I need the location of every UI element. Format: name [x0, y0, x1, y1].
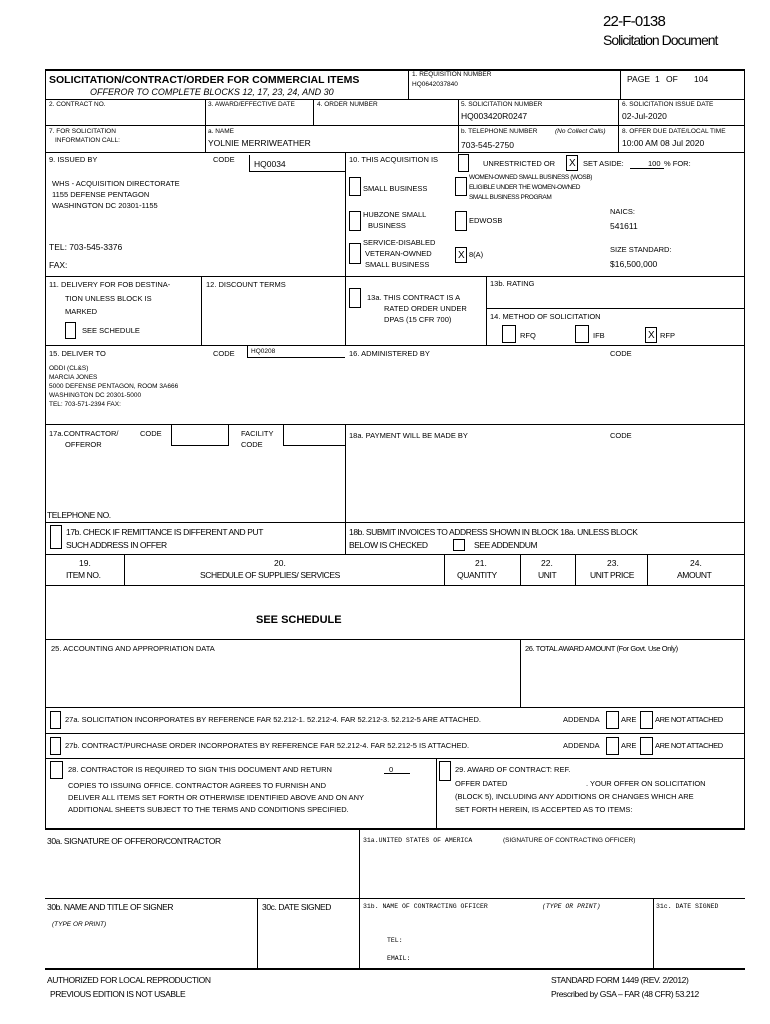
- footer-left-1: AUTHORIZED FOR LOCAL REPRODUCTION: [47, 975, 211, 985]
- contact-phone-value: 703-545-2750: [461, 140, 514, 150]
- 30b-note: (TYPE OR PRINT): [52, 921, 107, 928]
- deliver-to-address-5: TEL: 703-571-2394 FAX:: [49, 401, 121, 408]
- unrestricted-label: UNRESTRICTED OR: [483, 159, 556, 168]
- accounting-label: 25. ACCOUNTING AND APPROPRIATION DATA: [51, 644, 215, 653]
- sdvosb-checkbox[interactable]: [349, 243, 361, 264]
- deliver-to-address-3: 5000 DEFENSE PENTAGON, ROOM 3A666: [49, 383, 179, 390]
- dpas-checkbox[interactable]: [349, 288, 361, 308]
- 28-label-4: ADDITIONAL SHEETS SUBJECT TO THE TERMS AND CONDITIONS SPECIFIED.: [68, 805, 349, 814]
- issued-by-label: 9. ISSUED BY: [49, 155, 98, 164]
- hubzone-label-2: BUSINESS: [368, 221, 406, 230]
- acquisition-label: 10. THIS ACQUISITION IS: [349, 155, 439, 164]
- 31a-label: 31a.UNITED STATES OF AMERICA: [363, 837, 473, 844]
- facility-label-2: CODE: [241, 440, 263, 449]
- deliver-to-label: 15. DELIVER TO: [49, 349, 106, 358]
- col-unit: UNIT: [538, 570, 557, 580]
- page-of: OF: [666, 74, 678, 84]
- col-24-num: 24.: [690, 558, 702, 568]
- 27a-are-label: ARE: [621, 715, 637, 724]
- footer-left-2: PREVIOUS EDITION IS NOT USABLE: [50, 989, 186, 999]
- solicitation-method-label: 14. METHOD OF SOLICITATION: [490, 312, 601, 321]
- size-standard-value: $16,500,000: [610, 259, 658, 269]
- contact-name-value: YOLNIE MERRIWEATHER: [208, 138, 311, 148]
- requisition-label: 1. REQUISITION NUMBER: [412, 71, 492, 78]
- sdvosb-label-2: VETERAN-OWNED: [365, 249, 432, 258]
- eight-a-check-mark: X: [458, 250, 465, 261]
- contract-no-label: 2. CONTRACT NO.: [49, 101, 106, 108]
- wosb-checkbox[interactable]: [455, 177, 467, 196]
- 27a-are-not-checkbox[interactable]: [640, 711, 653, 729]
- col-21-num: 21.: [475, 558, 487, 568]
- rfp-checkbox[interactable]: [645, 327, 657, 343]
- total-award-label: 26. TOTAL AWARD AMOUNT (For Govt. Use Only): [525, 644, 678, 653]
- 29-label-1: 29. AWARD OF CONTRACT: REF.: [455, 765, 571, 774]
- 27a-checkbox[interactable]: [50, 711, 61, 729]
- info-call-label-1: 7. FOR SOLICITATION: [49, 128, 116, 135]
- solicitation-number-label: 5. SOLICITATION NUMBER: [461, 101, 543, 108]
- facility-label-1: FACILITY: [241, 429, 274, 438]
- hubzone-label-1: HUBZONE SMALL: [363, 210, 427, 219]
- eight-a-label: 8(A): [469, 250, 484, 259]
- 27b-addenda-label: ADDENDA: [563, 741, 600, 750]
- issued-by-address-3: WASHINGTON DC 20301-1155: [52, 201, 158, 210]
- fob-label-1: 11. DELIVERY FOR FOB DESTINA-: [49, 280, 171, 289]
- page-total: 104: [694, 74, 709, 84]
- small-business-checkbox[interactable]: [349, 177, 361, 196]
- 27b-are-not-label: ARE NOT ATTACHED: [655, 741, 723, 750]
- 29-label-4: SET FORTH HEREIN, IS ACCEPTED AS TO ITEMS:: [455, 805, 633, 814]
- rfp-check-mark: X: [648, 330, 655, 341]
- 27a-label: 27a. SOLICITATION INCORPORATES BY REFERENCE FAR 52.212-1. 52.212-4. FAR 52.212-3. 52.212-5 ARE ATTACHED.: [65, 715, 481, 724]
- naics-value: 541611: [610, 221, 638, 231]
- remittance-checkbox[interactable]: [50, 525, 62, 549]
- contact-phone-label: b. TELEPHONE NUMBER: [461, 128, 538, 135]
- contractor-code-box: [171, 424, 229, 446]
- col-19-num: 19.: [79, 558, 91, 568]
- see-schedule-text: SEE SCHEDULE: [256, 614, 342, 626]
- see-addendum-label: SEE ADDENDUM: [474, 540, 538, 550]
- 27b-are-label: ARE: [621, 741, 637, 750]
- issued-by-address-1: WHS - ACQUISITION DIRECTORATE: [52, 179, 180, 188]
- dpas-label-2: RATED ORDER UNDER: [384, 304, 467, 313]
- set-aside-check-mark: X: [569, 158, 576, 169]
- set-aside-percent: 100: [648, 159, 661, 168]
- 29-checkbox[interactable]: [439, 761, 451, 781]
- 27b-checkbox[interactable]: [50, 737, 61, 755]
- dpas-label-1: 13a. THIS CONTRACT IS A: [367, 293, 461, 302]
- issued-by-address-2: 1155 DEFENSE PENTAGON: [52, 190, 150, 199]
- col-item-no: ITEM NO.: [66, 570, 101, 580]
- contractor-telephone-label: TELEPHONE NO.: [47, 510, 111, 520]
- invoice-label-1: 18b. SUBMIT INVOICES TO ADDRESS SHOWN IN BLOCK 18a. UNLESS BLOCK: [349, 527, 638, 537]
- 28-label-1: 28. CONTRACTOR IS REQUIRED TO SIGN THIS DOCUMENT AND RETURN: [68, 765, 332, 774]
- remittance-label-1: 17b. CHECK IF REMITTANCE IS DIFFERENT AND PUT: [66, 527, 264, 537]
- form-subtitle: OFFEROR TO COMPLETE BLOCKS 12, 17, 23, 24, AND 30: [90, 87, 334, 97]
- ifb-checkbox[interactable]: [575, 325, 589, 343]
- fob-see-schedule-label: SEE SCHEDULE: [82, 326, 140, 335]
- administered-by-code-label: CODE: [610, 349, 632, 358]
- wosb-label-2: ELIGIBLE UNDER THE WOMEN-OWNED: [469, 184, 581, 191]
- order-number-label: 4. ORDER NUMBER: [317, 101, 378, 108]
- award-date-label: 3. AWARD/EFFECTIVE DATE: [208, 101, 295, 108]
- 31a-note: (SIGNATURE OF CONTRACTING OFFICER): [503, 837, 636, 844]
- dpas-label-3: DPAS (15 CFR 700): [384, 315, 452, 324]
- wosb-label-1: WOMEN-OWNED SMALL BUSINESS (WOSB): [469, 174, 593, 181]
- 28-copies-field: [384, 764, 410, 774]
- facility-code-box: [283, 424, 345, 446]
- info-call-label-2: INFORMATION CALL:: [55, 137, 120, 144]
- 27a-are-checkbox[interactable]: [606, 711, 619, 729]
- rfq-label: RFQ: [520, 331, 536, 340]
- 31-email-label: EMAIL:: [387, 955, 411, 962]
- unrestricted-checkbox[interactable]: [458, 154, 469, 172]
- issued-by-tel: TEL: 703-545-3376: [49, 242, 123, 252]
- contractor-label-1: 17a.CONTRACTOR/: [49, 429, 119, 438]
- footer-right-1: STANDARD FORM 1449 (REV. 2/2012): [551, 975, 689, 985]
- 31c-label: 31c. DATE SIGNED: [656, 903, 719, 910]
- wosb-label-3: SMALL BUSINESS PROGRAM: [469, 194, 552, 201]
- hubzone-checkbox[interactable]: [349, 211, 361, 231]
- col-quantity: QUANTITY: [457, 570, 497, 580]
- set-aside-checkbox[interactable]: [566, 155, 578, 171]
- contact-phone-note: (No Collect Calls): [555, 128, 606, 135]
- rfp-label: RFP: [660, 331, 675, 340]
- 31b-label: 31b. NAME OF CONTRACTING OFFICER: [363, 903, 488, 910]
- deliver-to-address-4: WASHINGTON DC 20301-5000: [49, 392, 142, 399]
- rfq-checkbox[interactable]: [502, 325, 516, 343]
- fob-label-3: MARKED: [65, 307, 98, 316]
- small-business-label: SMALL BUSINESS: [363, 184, 428, 193]
- edwosb-label: EDWOSB: [469, 216, 503, 225]
- contractor-code-label: CODE: [140, 429, 162, 438]
- offer-due-value: 10:00 AM 08 Jul 2020: [622, 138, 705, 148]
- footer-right-2: Prescribed by GSA – FAR (48 CFR) 53.212: [551, 989, 699, 999]
- 31b-note: (TYPE OR PRINT): [542, 903, 601, 910]
- col-unit-price: UNIT PRICE: [590, 570, 635, 580]
- deliver-to-code-value: HQ0208: [251, 348, 276, 355]
- set-aside-label: SET ASIDE:: [583, 159, 624, 168]
- offer-due-label: 8. OFFER DUE DATE/LOCAL TIME: [622, 128, 726, 135]
- document-type: Solicitation Document: [603, 32, 718, 48]
- issued-by-code-box: [249, 155, 345, 172]
- invoice-label-2: BELOW IS CHECKED: [349, 540, 428, 550]
- 27b-label: 27b. CONTRACT/PURCHASE ORDER INCORPORATES BY REFERENCE FAR 52.212-4. FAR 52.212-5 IS ATTACHED.: [65, 741, 470, 750]
- 29-label-2a: OFFER DATED: [455, 779, 508, 788]
- col-22-num: 22.: [541, 558, 553, 568]
- 31-tel-label: TEL:: [387, 937, 403, 944]
- 28-label-2: COPIES TO ISSUING OFFICE. CONTRACTOR AGREES TO FURNISH AND: [68, 781, 327, 790]
- page-label: PAGE: [627, 74, 650, 84]
- col-schedule: SCHEDULE OF SUPPLIES/ SERVICES: [200, 570, 340, 580]
- naics-label: NAICS:: [610, 207, 636, 216]
- solicitation-date-label: 6. SOLICITATION ISSUE DATE: [622, 101, 714, 108]
- 30b-label: 30b. NAME AND TITLE OF SIGNER: [47, 902, 174, 912]
- 27b-are-checkbox[interactable]: [606, 737, 619, 755]
- col-amount: AMOUNT: [677, 570, 712, 580]
- size-standard-label: SIZE STANDARD:: [610, 245, 672, 254]
- rating-label: 13b. RATING: [490, 279, 535, 288]
- document-id: 22-F-0138: [603, 13, 666, 30]
- issued-by-code-value: HQ0034: [254, 159, 286, 169]
- contractor-label-2: OFFEROR: [65, 440, 102, 449]
- payment-label: 18a. PAYMENT WILL BE MADE BY: [349, 431, 468, 440]
- payment-code-label: CODE: [610, 431, 632, 440]
- 27b-are-not-checkbox[interactable]: [640, 737, 653, 755]
- form-title: SOLICITATION/CONTRACT/ORDER FOR COMMERCIAL ITEMS: [49, 74, 360, 86]
- issued-by-code-label: CODE: [213, 155, 235, 164]
- 27a-addenda-label: ADDENDA: [563, 715, 600, 724]
- deliver-to-code-label: CODE: [213, 349, 235, 358]
- administered-by-label: 16. ADMINISTERED BY: [349, 349, 430, 358]
- remittance-label-2: SUCH ADDRESS IN OFFER: [66, 540, 167, 550]
- set-aside-for: % FOR:: [664, 159, 691, 168]
- 28-label-3: DELIVER ALL ITEMS SET FORTH OR OTHERWISE IDENTIFIED ABOVE AND ON ANY: [68, 793, 365, 802]
- eight-a-checkbox[interactable]: [455, 247, 467, 263]
- col-20-num: 20.: [274, 558, 286, 568]
- 30c-label: 30c. DATE SIGNED: [262, 902, 332, 912]
- col-23-num: 23.: [607, 558, 619, 568]
- 30a-label: 30a. SIGNATURE OF OFFEROR/CONTRACTOR: [47, 836, 221, 846]
- set-aside-percent-field: [630, 159, 664, 169]
- ifb-label: IFB: [593, 331, 605, 340]
- contact-name-label: a. NAME: [208, 128, 235, 135]
- requisition-value: HQ0642037840: [412, 81, 458, 88]
- discount-terms-label: 12. DISCOUNT TERMS: [206, 280, 286, 289]
- 28-copies-value: 0: [389, 765, 394, 774]
- fob-see-schedule-checkbox[interactable]: [65, 322, 76, 339]
- deliver-to-address-1: ODDI (CL&S): [49, 365, 89, 372]
- issued-by-fax: FAX:: [49, 260, 68, 270]
- fob-label-2: TION UNLESS BLOCK IS: [65, 294, 152, 303]
- solicitation-date-value: 02-Jul-2020: [622, 111, 667, 121]
- page-number: 1: [655, 74, 660, 84]
- edwosb-checkbox[interactable]: [455, 211, 467, 231]
- 29-label-3: (BLOCK 5), INCLUDING ANY ADDITIONS OR CHANGES WHICH ARE: [455, 792, 694, 801]
- sdvosb-label-3: SMALL BUSINESS: [365, 260, 430, 269]
- 28-checkbox[interactable]: [50, 761, 63, 779]
- deliver-to-code-box: [247, 346, 345, 358]
- solicitation-number-value: HQ003420R0247: [461, 111, 528, 121]
- deliver-to-address-2: MARCIA JONES: [49, 374, 98, 381]
- see-addendum-checkbox[interactable]: [453, 539, 465, 551]
- 27a-are-not-label: ARE NOT ATTACHED: [655, 715, 723, 724]
- 29-label-2b: . YOUR OFFER ON SOLICITATION: [586, 779, 706, 788]
- sdvosb-label-1: SERVICE-DISABLED: [363, 238, 436, 247]
